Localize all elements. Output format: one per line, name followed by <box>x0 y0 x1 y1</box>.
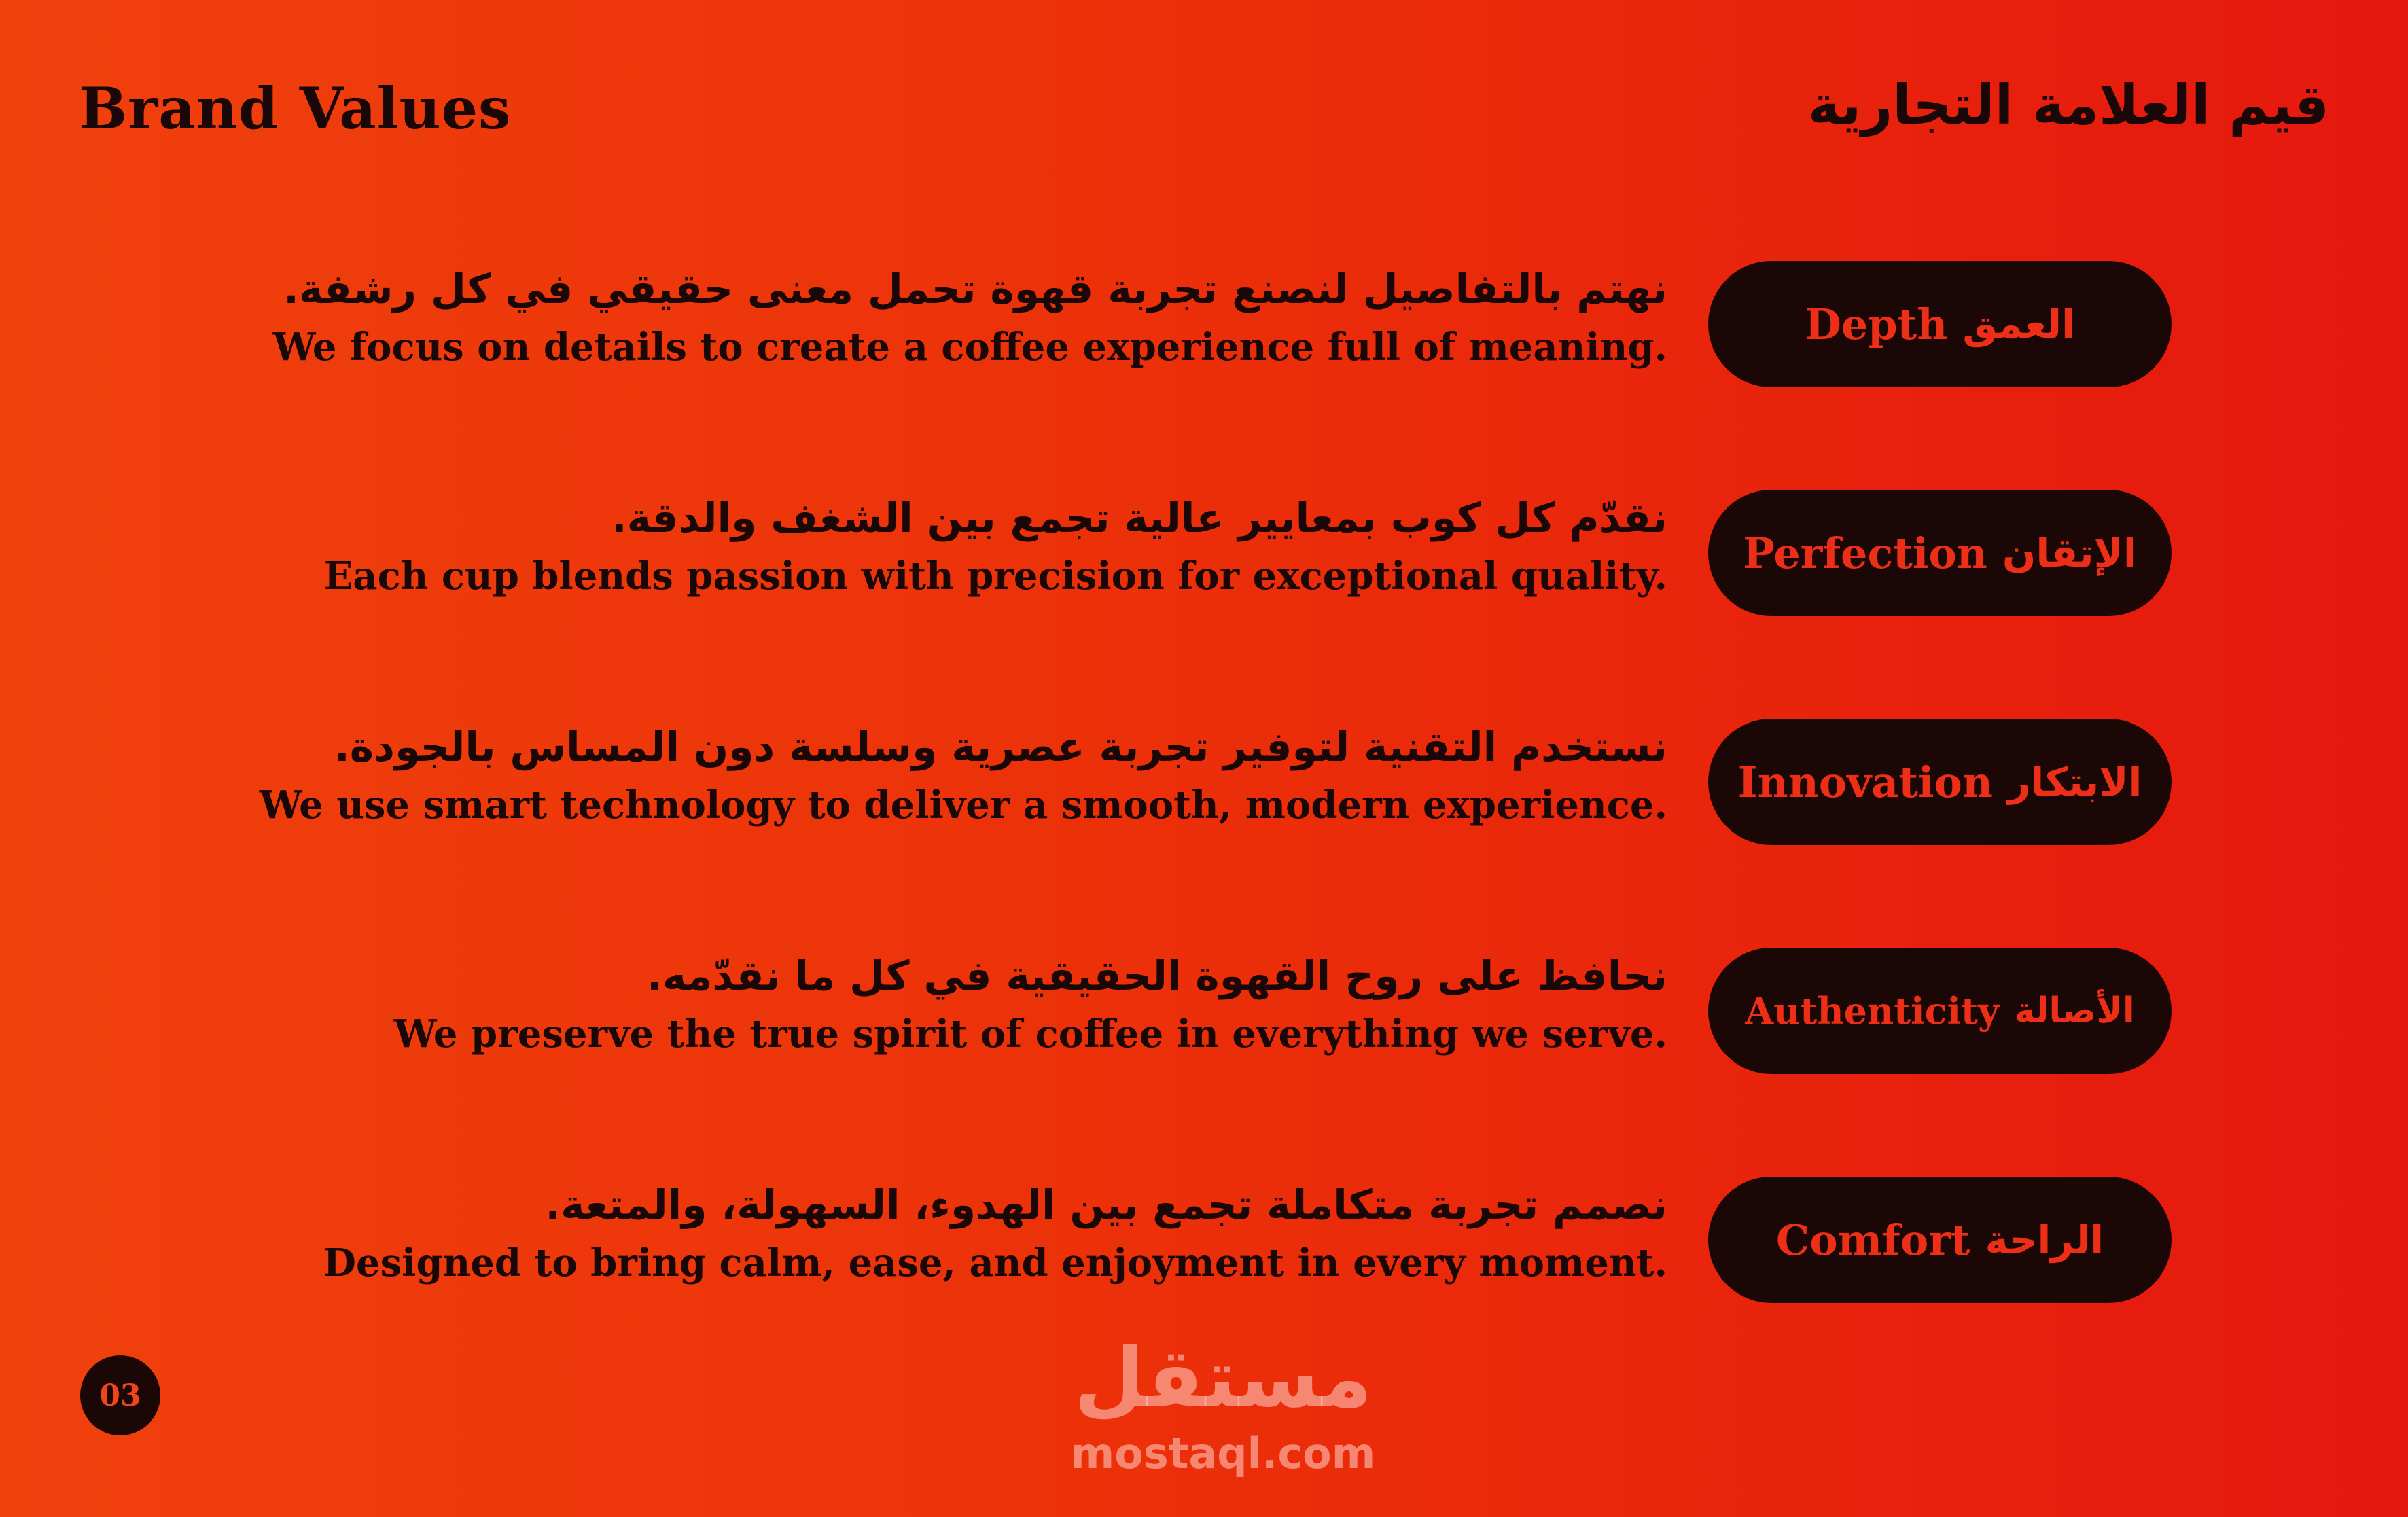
value-label-ar: الإتقان <box>2002 530 2137 576</box>
value-label-en: Perfection <box>1743 528 1987 578</box>
value-text-en: We preserve the true spirit of coffee in everything we serve. <box>393 1012 1667 1056</box>
page-title-ar: قيم العلامة التجارية <box>1807 73 2329 137</box>
value-badge-comfort <box>1708 1177 2172 1303</box>
watermark-logo <box>1019 1328 1427 1478</box>
value-text-en: Each cup blends passion with precision for exceptional quality. <box>323 554 1667 599</box>
value-row-innovation <box>0 719 2408 845</box>
value-text-en: We use smart technology to deliver a smooth, modern experience. <box>259 783 1667 827</box>
value-text-ar: نقدّم كل كوب بمعايير عالية تجمع بين الشغف والدقة. <box>611 495 1667 542</box>
value-text-ar: نحافظ على روح القهوة الحقيقية في كل ما نقدّمه. <box>646 952 1667 1000</box>
watermark-text-en: mostaql.com <box>1070 1429 1376 1478</box>
value-label-ar: الأصالة <box>2014 990 2135 1031</box>
value-description <box>173 948 1667 1063</box>
watermark-text-ar: مستقل <box>1074 1332 1373 1426</box>
value-row-authenticity <box>0 948 2408 1074</box>
value-description <box>173 261 1667 376</box>
value-description <box>173 1177 1667 1292</box>
value-text-ar: نصمم تجربة متكاملة تجمع بين الهدوء، السهولة، والمتعة. <box>545 1181 1667 1229</box>
page-number: 03 <box>80 1355 160 1435</box>
page-title-en: Brand Values <box>79 75 512 142</box>
value-label-en: Depth <box>1805 299 1948 349</box>
value-label-en: Authenticity <box>1745 989 2000 1033</box>
value-text-ar: نستخدم التقنية لتوفير تجربة عصرية وسلسة دون المساس بالجودة. <box>334 724 1667 771</box>
value-label-ar: الراحة <box>1985 1217 2104 1263</box>
value-label-en: Comfort <box>1775 1215 1970 1265</box>
value-row-comfort <box>0 1177 2408 1303</box>
value-text-ar: نهتم بالتفاصيل لنصنع تجربة قهوة تحمل معنى حقيقي في كل رشفة. <box>283 266 1667 313</box>
value-badge-perfection <box>1708 490 2172 616</box>
value-description <box>173 719 1667 834</box>
value-text-en: Designed to bring calm, ease, and enjoyment in every moment. <box>323 1241 1667 1285</box>
value-badge-authenticity <box>1708 948 2172 1074</box>
value-text-en: We focus on details to create a coffee experience full of meaning. <box>272 325 1667 370</box>
value-description <box>173 490 1667 605</box>
value-badge-depth <box>1708 261 2172 387</box>
value-badge-innovation <box>1708 719 2172 845</box>
value-label-ar: الابتكار <box>2007 759 2142 805</box>
value-row-depth <box>0 261 2408 387</box>
value-row-perfection <box>0 490 2408 616</box>
value-label-ar: العمق <box>1962 301 2075 347</box>
value-label-en: Innovation <box>1737 757 1993 807</box>
